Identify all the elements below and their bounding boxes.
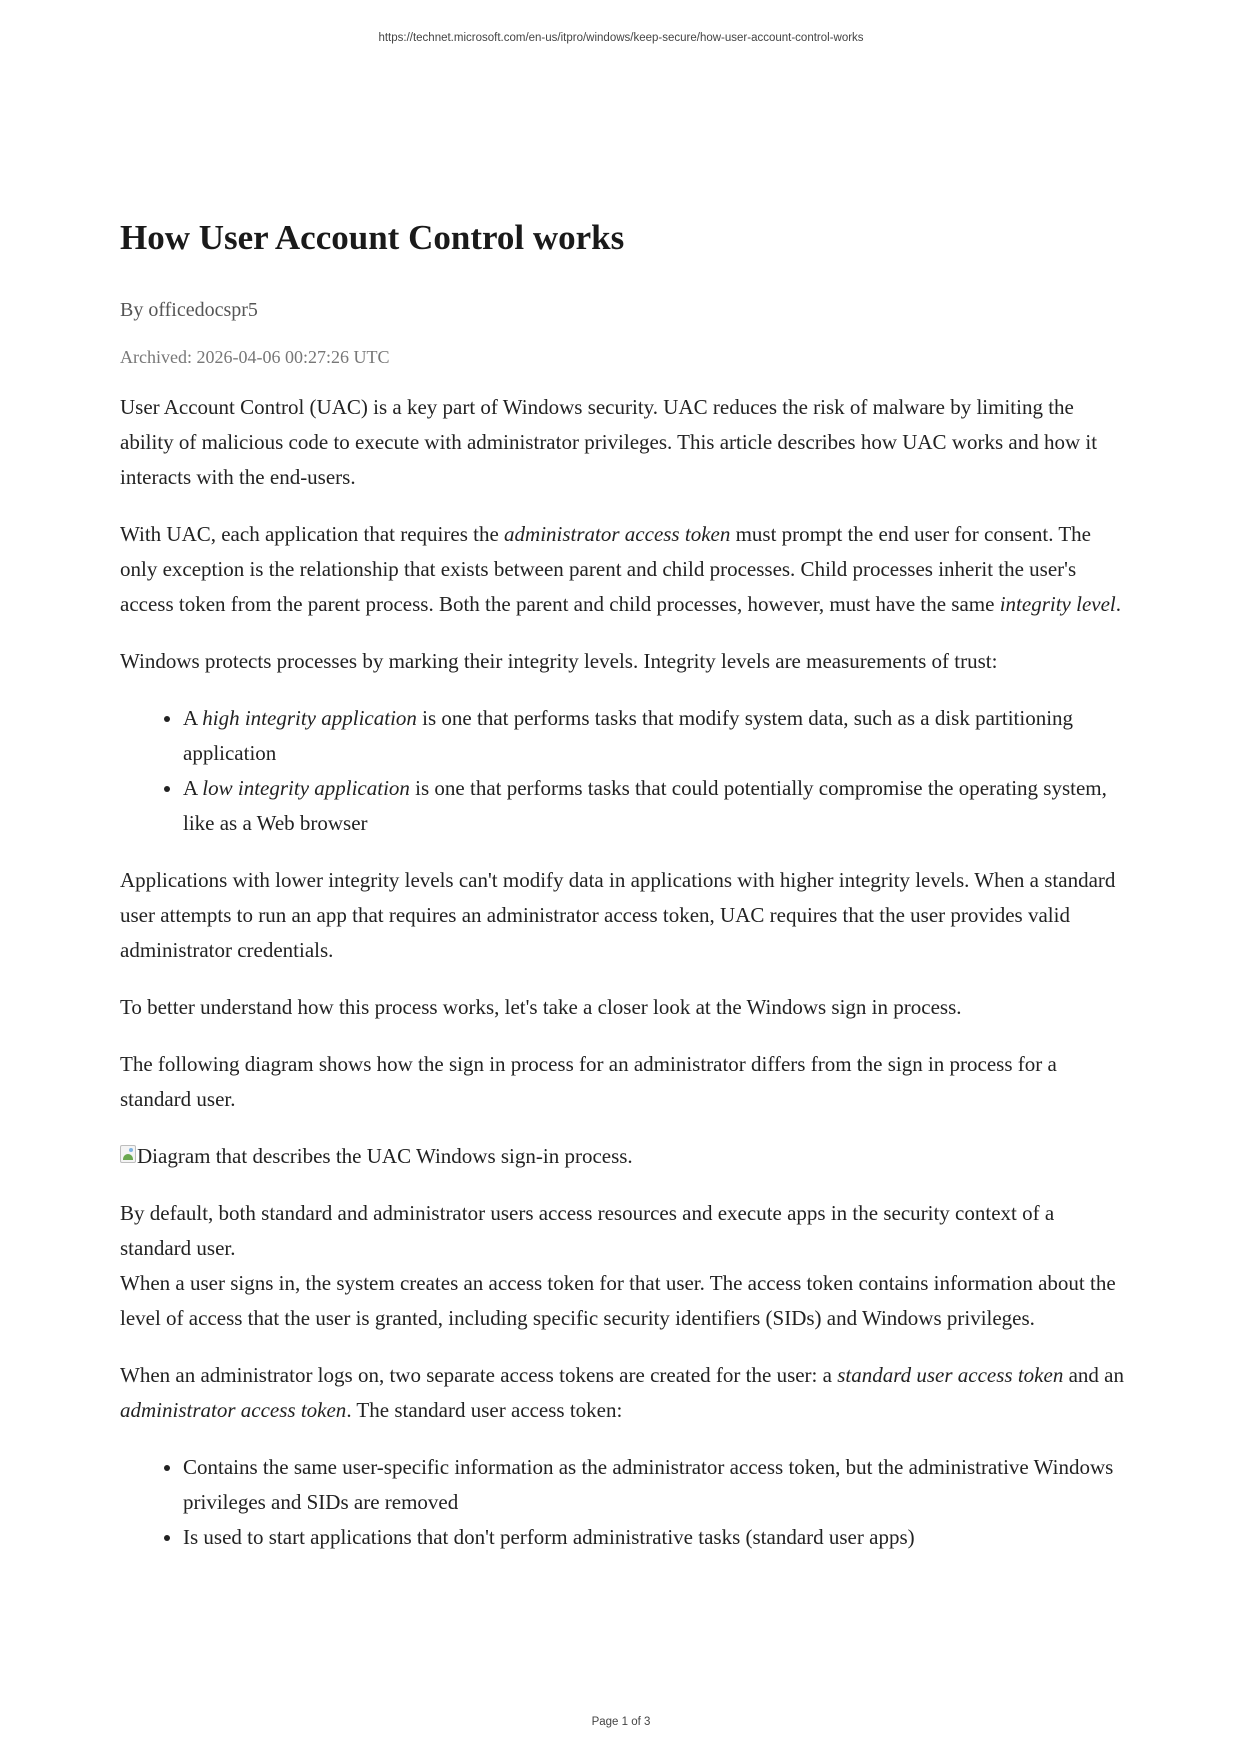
- list-item: • A low integrity application is one that performs tasks that could potentially compromise the operating system, like as a Web browser: [183, 771, 1130, 841]
- diagram-alt-text: Diagram that describes the UAC Windows sign-in process.: [137, 1144, 633, 1168]
- uac-consent-paragraph: With UAC, each application that requires the administrator access token must prompt the end user for consent. The only exception is the relationship that exists between parent and child processes. Child processes inherit the user's access token from the parent process. Both the parent and child processes, however, must have the same integrity level.: [120, 522, 1121, 616]
- access-token-paragraph: When a user signs in, the system creates an access token for that user. The access token contains information about the level of access that the user is granted, including specific security identifiers (SIDs) and Windows privileges.: [120, 1271, 1116, 1330]
- intro-paragraph: User Account Control (UAC) is a key part of Windows security. UAC reduces the risk of malware by limiting the ability of malicious code to execute with administrator privileges. This article describes how UAC works and how it interacts with the end-users.: [120, 395, 1098, 489]
- emphasis-admin-token: administrator access token: [504, 522, 731, 546]
- emphasis-integrity-level: integrity level: [999, 592, 1116, 616]
- list-item: • Contains the same user-specific information as the administrator access token, but the administrative Windows privileges and SIDs are removed: [183, 1450, 1130, 1520]
- list-item: • Is used to start applications that don't perform administrative tasks (standard user apps): [183, 1520, 1130, 1555]
- integrity-list: [120, 701, 1130, 841]
- sign-in-intro-paragraph: To better understand how this process works, let's take a closer look at the Windows sign in process.: [120, 995, 962, 1019]
- article: [120, 214, 1130, 1577]
- integrity-paragraph: Windows protects processes by marking their integrity levels. Integrity levels are measurements of trust:: [120, 649, 998, 673]
- page-number: Page 1 of 3: [591, 1716, 651, 1728]
- diagram-intro-paragraph: The following diagram shows how the sign in process for an administrator differs from the sign in process for a standard user.: [120, 1052, 1057, 1111]
- page-url: https://technet.microsoft.com/en-us/itpro/windows/keep-secure/how-user-account-control-works: [378, 32, 864, 44]
- archived-timestamp: Archived: 2026-04-06 00:27:26 UTC: [120, 347, 390, 367]
- byline: By officedocspr5: [120, 299, 258, 321]
- standard-token-list: [120, 1450, 1130, 1555]
- article-title: How User Account Control works: [120, 218, 625, 257]
- broken-image-icon: [120, 1145, 136, 1163]
- diagram-image: [120, 1139, 1130, 1174]
- lower-integrity-paragraph: Applications with lower integrity levels can't modify data in applications with higher integrity levels. When a standard user attempts to run an app that requires an administrator access token, UAC requires that the user provides valid administrator credentials.: [120, 868, 1116, 962]
- admin-logon-paragraph: When an administrator logs on, two separate access tokens are created for the user: a standard user access token and an administrator access token. The standard user access token:: [120, 1363, 1124, 1422]
- list-item: • A high integrity application is one that performs tasks that modify system data, such as a disk partitioning application: [183, 701, 1130, 771]
- default-context-paragraph: By default, both standard and administrator users access resources and execute apps in the security context of a standard user.: [120, 1201, 1055, 1260]
